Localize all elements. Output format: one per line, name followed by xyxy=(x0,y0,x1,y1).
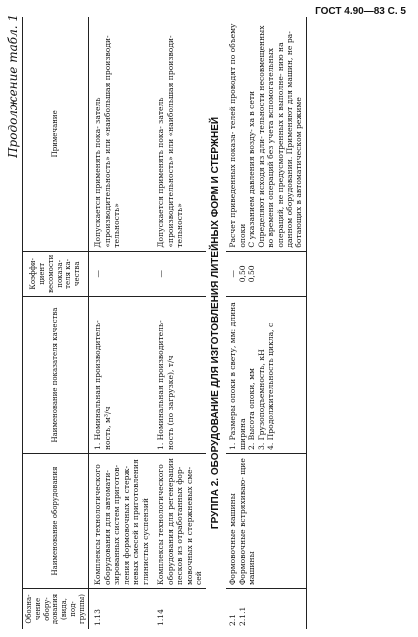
row-coefficient: — xyxy=(152,251,205,296)
coefficient-item: 0,50 xyxy=(247,265,257,283)
group-title-row xyxy=(206,17,227,629)
parameter-item: 2. Высота опоки, мм xyxy=(247,368,257,450)
row-note xyxy=(226,17,306,251)
row-equipment: Комплексы технологического оборудования для регенерации песков из отработанных фор- мовочных и стержневых сме- сей xyxy=(152,454,205,589)
coefficient-item: — xyxy=(228,270,238,278)
row-parameter: 1. Номинальная производитель- ность (по загрузке), т/ч xyxy=(152,297,205,454)
table-row xyxy=(89,17,152,629)
row-parameter: 1. Номинальная производитель- ность, м³/ч xyxy=(89,297,152,454)
parameter-item: 3. Грузоподъемность, кН xyxy=(256,349,266,450)
equipment-subgroup: Формовочные встряхиваю- щие машины xyxy=(237,458,257,585)
row-parameter xyxy=(226,297,306,454)
row-num: 1.13 xyxy=(93,609,103,626)
group-title: ГРУППА 2. ОБОРУДОВАНИЕ ДЛЯ ИЗГОТОВЛЕНИЯ ЛИТЕЙНЫХ ФОРМ И СТЕРЖНЕЙ xyxy=(209,116,221,530)
coefficient-item: 0,50 xyxy=(237,265,247,283)
row-note: Допускается применять пока- затель «производительность» или «наибольшая производи- тельность» xyxy=(152,17,205,251)
row-num: 1.14 xyxy=(156,609,166,626)
parameter-item: 4. Продолжительность цикла, с xyxy=(266,322,276,450)
table-header-row xyxy=(23,17,89,629)
header-weight-coefficient: Коэффи- циент весомости показа- теля ка- чества xyxy=(23,251,89,296)
row-note: Допускается применять пока- затель «производительность» или «наибольшая производи- тельность» xyxy=(89,17,152,251)
subgroup-num: 2.1.1 xyxy=(237,606,247,626)
group-num: 2.1 xyxy=(228,613,238,626)
row-coefficient: — xyxy=(89,251,152,296)
row-equipment: Комплексы технологического оборудования для автомати- зированных систем приготов- ления формовочных и стерж- невых смесей и приготовления глинистых суспензий xyxy=(89,454,152,589)
row-num xyxy=(226,589,306,630)
continuation-label: Продолжение табл. 1 xyxy=(6,14,20,158)
equipment-group: Формовочные машины xyxy=(228,493,238,585)
row-equipment xyxy=(226,454,306,589)
header-note: Примечание xyxy=(23,17,89,251)
header-equipment-name: Наименование оборудования xyxy=(23,454,89,589)
page-header: ГОСТ 4.90—83 С. 5 xyxy=(315,6,406,17)
table-row xyxy=(226,17,306,629)
requirements-table xyxy=(22,17,307,629)
parameter-item: 1. Размеры опоки в свету, мм: длина ширина xyxy=(228,302,247,450)
note-item: Определяют исходя из дли- тельности несовмещенных во времени операций без учета вспомогательных операций, не предусмотренных к выполне- нию на данном оборудовании. Применяют для машин, не ра- ботающих в автоматическом режиме xyxy=(256,25,304,248)
header-designation: Обозна- чение обору- дования (вида, под- группы) xyxy=(23,589,89,630)
row-coefficient xyxy=(226,251,306,296)
note-item: Расчет приведенных показа- телей проводят по объему опоки xyxy=(228,23,247,248)
note-item: С указанием давления возду- ха в сети xyxy=(247,90,257,248)
header-quality-indicator: Наименование показателя качества xyxy=(23,297,89,454)
table-row xyxy=(152,17,205,629)
